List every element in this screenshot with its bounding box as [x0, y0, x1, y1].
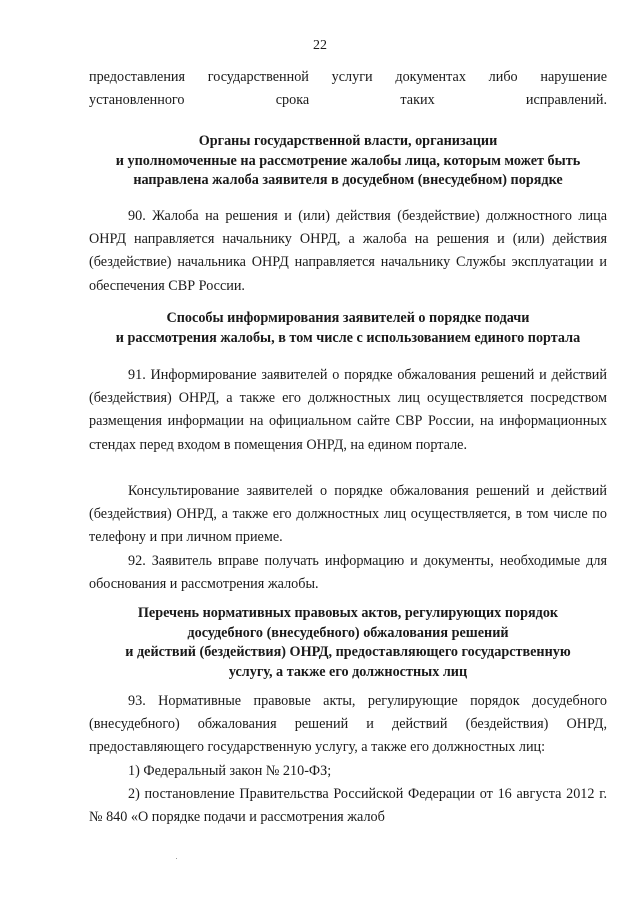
section-heading-appeal-bodies: Органы государственной власти, организации и уполномоченные на рассмотрение жалобы лица, которым может быть направлена жалоба заявителя в досудебном (внесудебном) порядке — [115, 133, 581, 188]
paragraph-90: 90. Жалоба на решения и (или) действия (бездействие) должностного лица ОНРД направляется начальнику ОНРД, а жалоба на решения и (или) действия (бездействие) начальника ОНРД направляется начальнику Службы эксплуатации и обеспечения СВР России. — [89, 208, 607, 294]
paragraph-92: 92. Заявитель вправе получать информацию и документы, необходимые для обоснования и рассмотрения жалобы. — [89, 553, 607, 593]
paragraph-93: 93. Нормативные правовые акты, регулирующие порядок досудебного (внесудебного) обжалования решений и действий (бездействия) ОНРД, предоставляющего государственную услугу, а также его должностных лиц: — [89, 693, 607, 756]
section-heading-legal-acts: Перечень нормативных правовых актов, регулирующих порядок досудебного (внесудебного) обжалования решений и действий (бездействия) ОНРД, предоставляющего государственную услугу, а также его должностных лиц — [125, 605, 571, 680]
section-heading-information-methods: Способы информирования заявителей о порядке подачи и рассмотрения жалобы, в том числе с использованием единого портала — [115, 310, 581, 346]
paragraph-consultation: Консультирование заявителей о порядке обжалования решений и действий (бездействия) ОНРД, а также его должностных лиц осуществляется, в том числе по телефону и при личном приеме. — [89, 483, 607, 546]
paragraph-91: 91. Информирование заявителей о порядке обжалования решений и действий (бездействия) ОНРД, а также его должностных лиц осуществляется посредством размещения информации на официальном сайте СВР России, на информационных стендах перед входом в помещения ОНРД, на едином портале. — [89, 367, 607, 453]
paragraph-intro: предоставления государственной услуги документах либо нарушение установленного срока таких исправлений. — [89, 69, 607, 109]
list-item-2: 2) постановление Правительства Российской Федерации от 16 августа 2012 г. № 840 «О порядке подачи и рассмотрения жалоб — [89, 786, 607, 826]
scan-speck — [176, 858, 177, 859]
page-number: 22 — [313, 38, 327, 53]
list-item-1: 1) Федеральный закон № 210-ФЗ; — [128, 763, 332, 779]
